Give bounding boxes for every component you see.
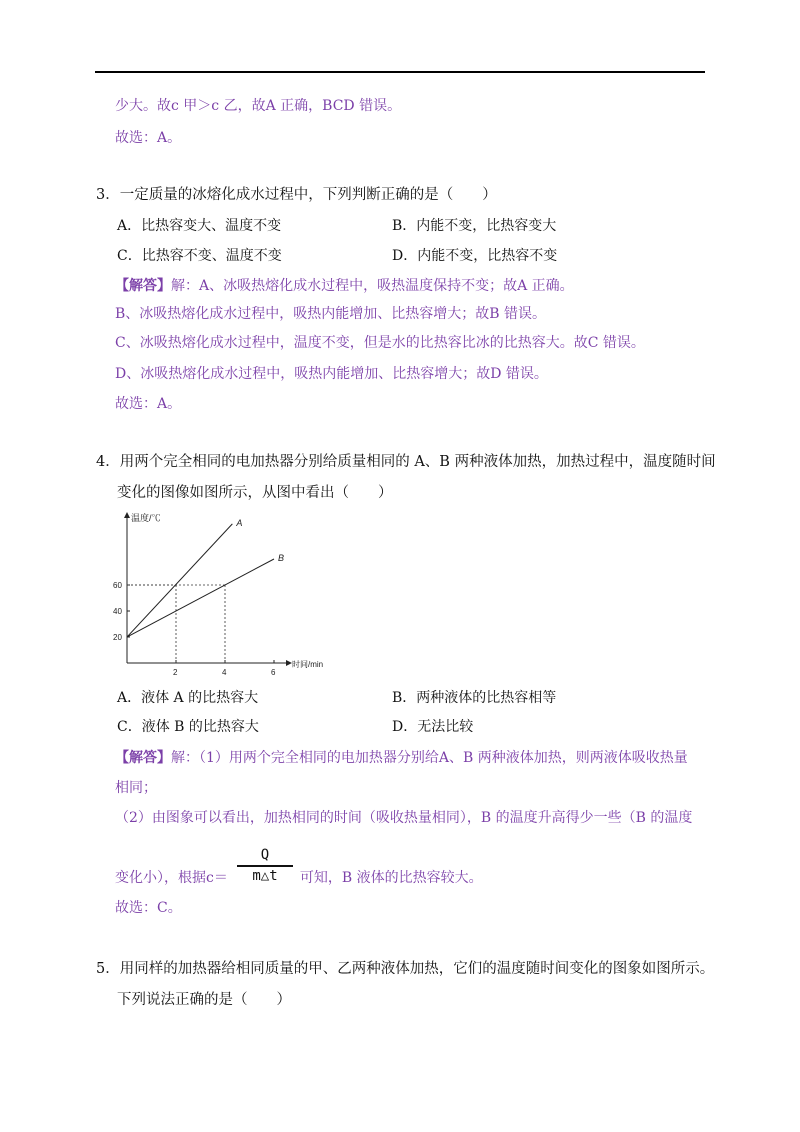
x-tick-label: 2 <box>173 668 178 677</box>
y-tick-label: 20 <box>113 633 122 642</box>
formula-numerator: Q <box>260 847 270 863</box>
formula-fraction <box>233 846 297 885</box>
prev-answer-line-2: 故选：A。 <box>115 130 182 146</box>
header-rule <box>95 71 705 73</box>
q3-stem: 3．一定质量的冰熔化成水过程中，下列判断正确的是（ ） <box>96 187 497 203</box>
q4-stem-line-2: 变化的图像如图所示，从图中看出（ ） <box>117 485 393 501</box>
y-axis-label: 温度/℃ <box>131 513 161 523</box>
q4-answer-line-3: （2）由图象可以看出，加热相同的时间（吸收热量相同），B 的温度升高得少一些（B 的温度 <box>115 810 693 826</box>
q4-option-d: D．无法比较 <box>392 719 474 735</box>
q3-answer-head: 【解答】 <box>115 278 171 294</box>
q4-answer-text-1: 解：（1）用两个完全相同的电加热器分别给A、B 两种液体加热，则两液体吸收热量 <box>171 750 688 766</box>
y-tick-label: 40 <box>113 607 122 616</box>
q4-stem-line-1: 4．用两个完全相同的电加热器分别给质量相同的 A、B 两种液体加热，加热过程中，温度随时间 <box>96 454 716 470</box>
q4-answer-text-4a: 变化小），根据c＝ <box>115 870 228 886</box>
x-tick-label: 6 <box>271 668 276 677</box>
temperature-time-chart <box>112 508 342 678</box>
q3-answer-line-2: B、冰吸热熔化成水过程中，吸热内能增加、比热容增大；故B 错误。 <box>115 306 547 322</box>
prev-answer-line-1: 少大。故c 甲＞c 乙，故A 正确，BCD 错误。 <box>115 98 402 114</box>
q3-option-d: D．内能不变，比热容不变 <box>392 248 558 264</box>
series-label-b: B <box>278 553 285 563</box>
q3-answer-text-1: 解：A、冰吸热熔化成水过程中，吸热温度保持不变；故A 正确。 <box>171 278 574 294</box>
q5-stem-line-2: 下列说法正确的是（ ） <box>117 992 291 1008</box>
q4-answer-line-1 <box>115 748 688 768</box>
q4-option-b: B．两种液体的比热容相等 <box>392 690 557 706</box>
q4-option-c: C．液体 B 的比热容大 <box>117 719 259 735</box>
q4-answer-line-2: 相同； <box>115 780 157 796</box>
q3-option-b: B．内能不变，比热容变大 <box>392 218 557 234</box>
series-line-a <box>127 524 232 637</box>
series-label-a: A <box>236 517 243 528</box>
q4-answer-head: 【解答】 <box>115 750 171 766</box>
q3-answer-line-1 <box>115 276 574 296</box>
q5-stem-line-1: 5．用同样的加热器给相同质量的甲、乙两种液体加热，它们的温度随时间变化的图象如图所示。 <box>96 961 715 977</box>
series-line-b <box>127 559 274 637</box>
y-axis-arrow <box>124 512 130 518</box>
y-tick-label: 60 <box>113 581 122 590</box>
q3-answer-line-5: 故选：A。 <box>115 396 182 412</box>
q3-option-c: C．比热容不变、温度不变 <box>117 248 282 264</box>
q3-answer-line-4: D、冰吸热熔化成水过程中，吸热内能增加、比热容增大；故D 错误。 <box>115 366 548 382</box>
q4-answer-line-5: 故选：C。 <box>115 900 182 916</box>
q4-answer-line-4 <box>115 868 483 888</box>
q4-answer-text-4b: 可知，B 液体的比热容较大。 <box>299 870 483 886</box>
q3-option-a: A．比热容变大、温度不变 <box>117 218 282 234</box>
q4-option-a: A．液体 A 的比热容大 <box>117 690 259 706</box>
x-axis-label: 时间/min <box>292 660 324 669</box>
q3-answer-line-3: C、冰吸热熔化成水过程中，温度不变，但是水的比热容比冰的比热容大。故C 错误。 <box>115 335 645 351</box>
x-tick-label: 4 <box>222 668 227 677</box>
formula-denominator: m△t <box>252 868 278 884</box>
